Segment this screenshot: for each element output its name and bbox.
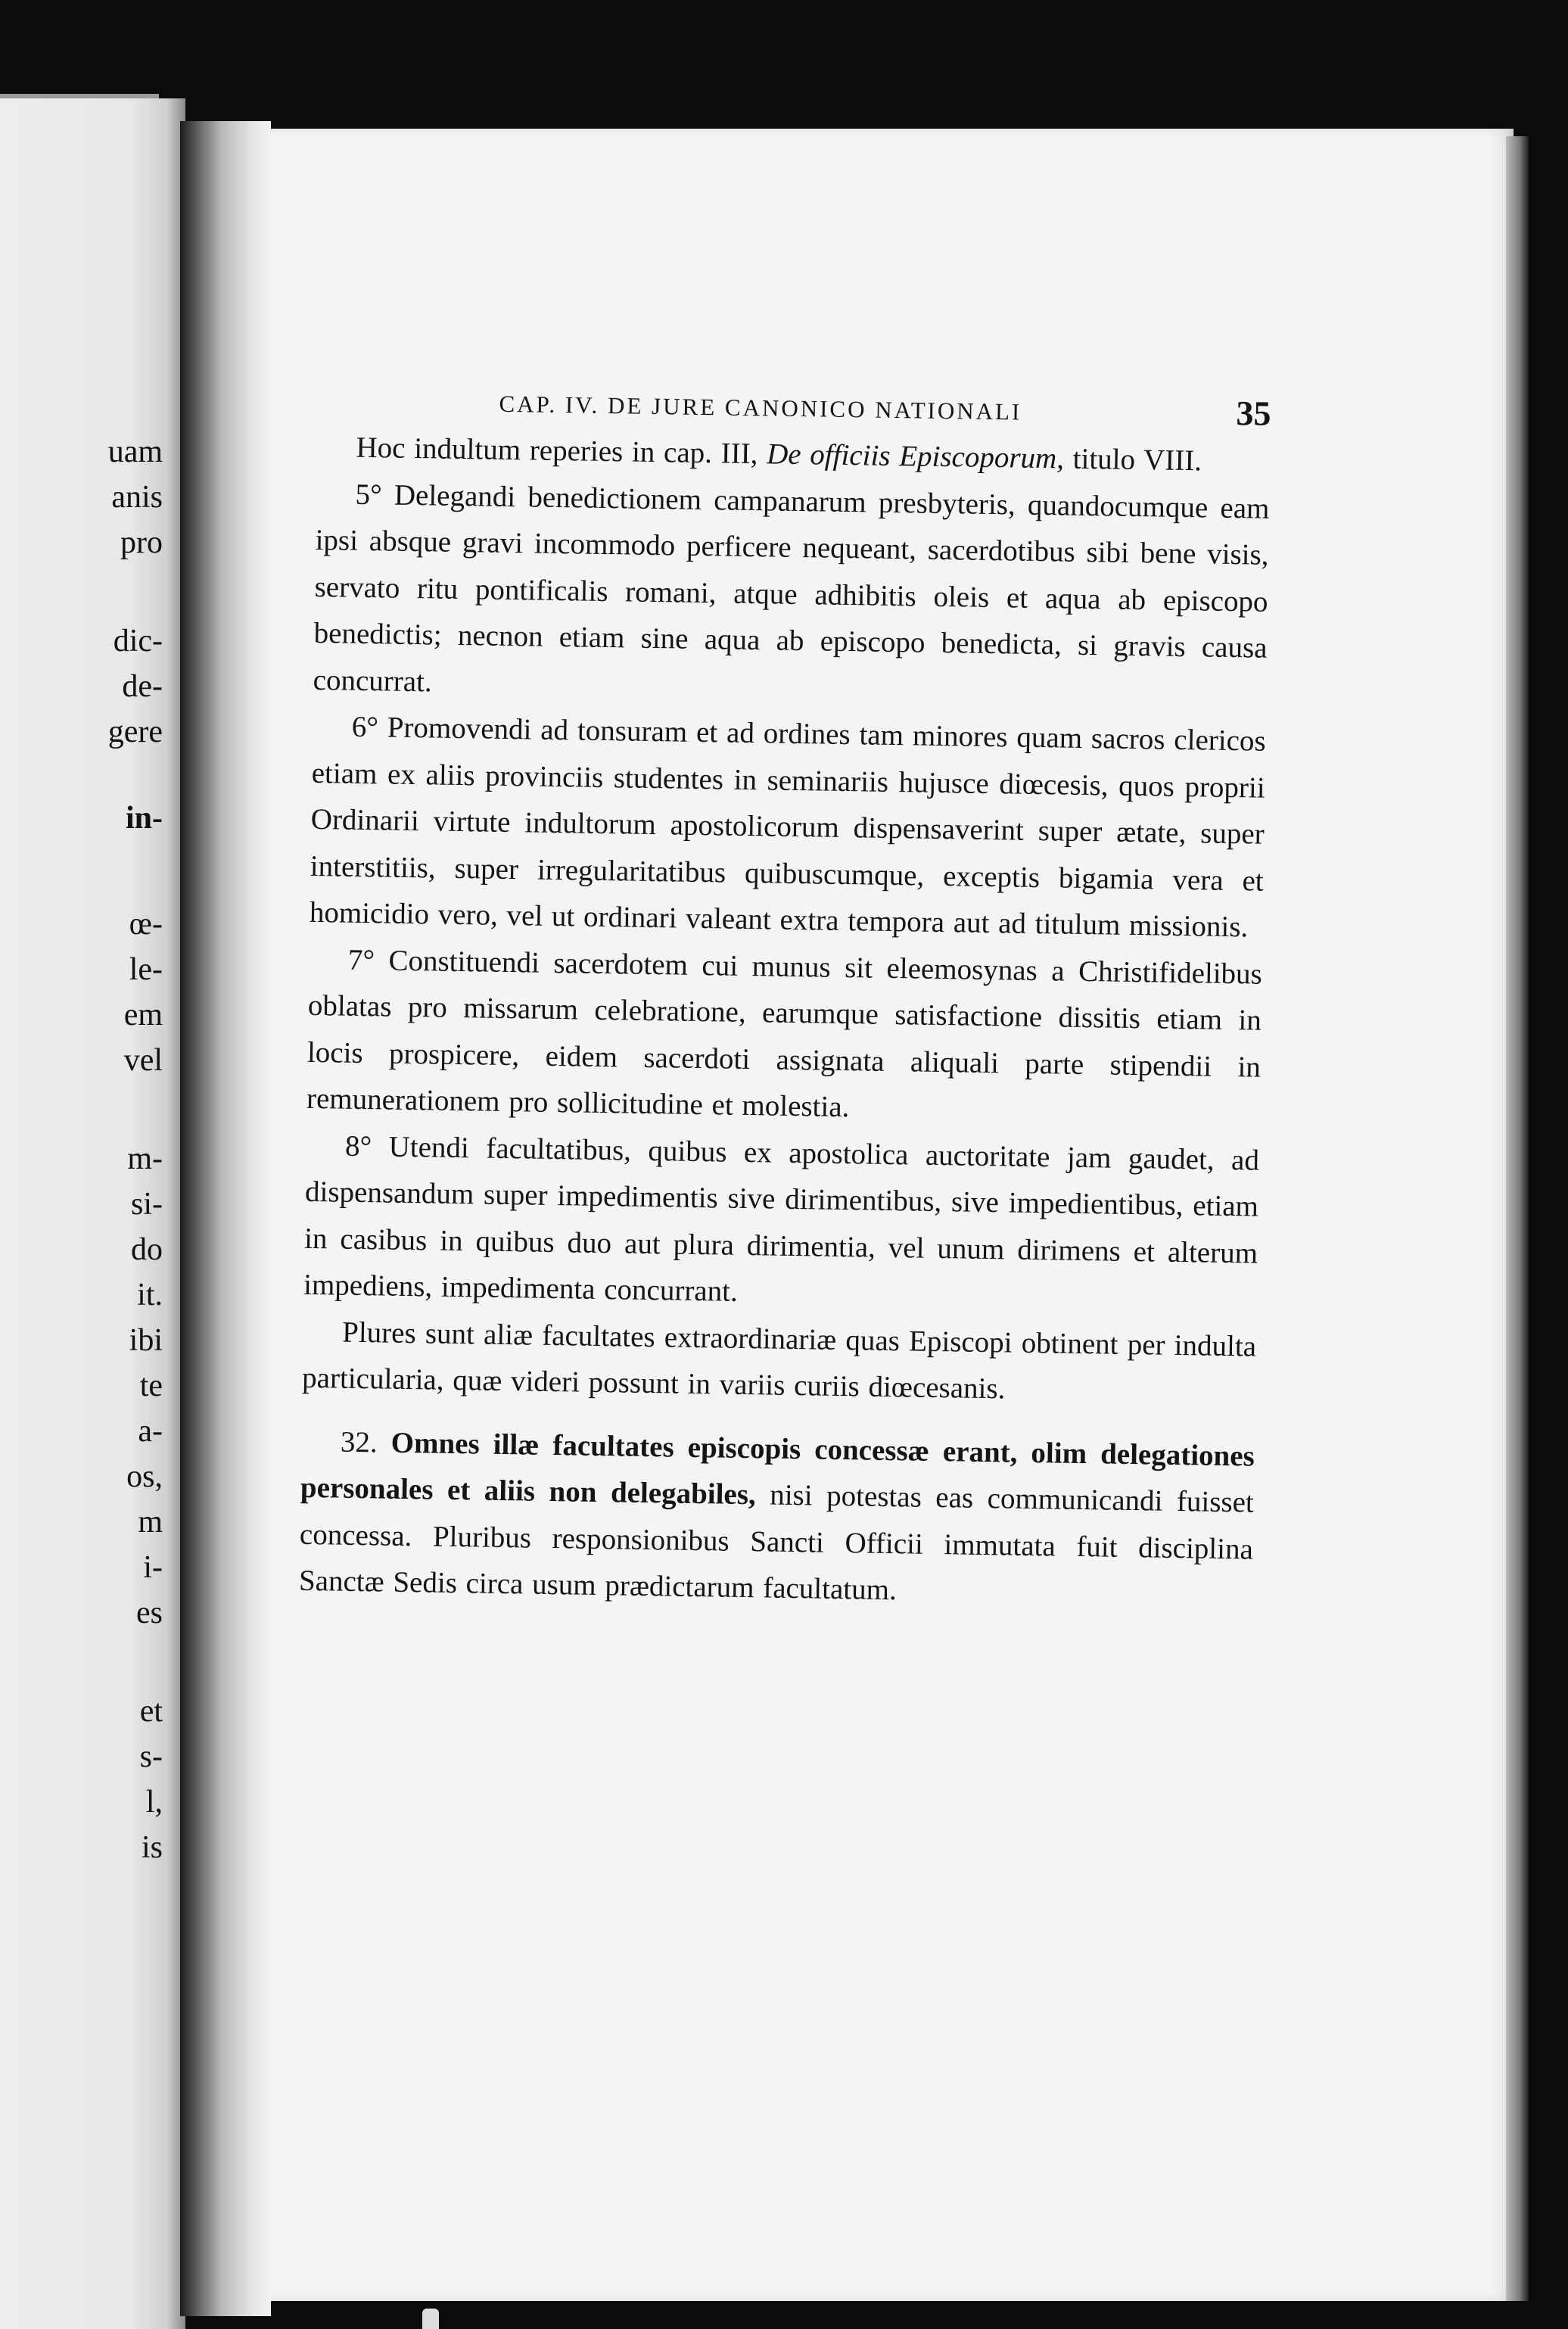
paragraph-text: nisi potestas eas communicandi fuisset concessa. Pluribus responsionibus Sancti Officii immutata fuit disciplina Sanctæ Sedis circa usum prædictarum facultatum. (298, 1478, 1255, 1607)
left-page-fragment: it. (137, 1278, 163, 1312)
paragraph-text: titulo VIII. (1063, 442, 1202, 478)
left-page-fragment: em (123, 998, 163, 1032)
left-page-fragment: in- (125, 801, 163, 836)
left-page-fragment: anis (111, 480, 163, 515)
left-page-fragment: le- (129, 952, 163, 987)
left-page-fragment: uam (107, 434, 163, 469)
section-number: 32. (340, 1425, 392, 1459)
paragraph-item-6: 6° Promovendi ad tonsuram et ad ordines tam minores quam sacros clericos etiam ex aliis provinciis studentes in seminariis hujusce diœcesis, quos proprii Ordinarii virtute indultorum apostolicorum dispensaverint super ætate, super interstitiis, super irregularitatibus quibuscumque, exceptis bigamia vera et homicidio vero, vel ut ordinari valeant extra tempora aut ad titulum missionis. (309, 710, 1266, 944)
left-page-fragment: m (138, 1505, 163, 1540)
left-page-fragment: l, (145, 1785, 163, 1820)
paragraph-item-8: 8° Utendi facultatibus, quibus ex apostolica auctoritate jam gaudet, ad dispensandum super impedimentis sive dirimentibus, sive impedientibus, etiam in casibus in quibus duo aut plura dirimentia, vel unum dirimens et alterum impediens, impedimenta concurrant. (303, 1129, 1260, 1308)
left-page-fragment: s- (139, 1739, 163, 1774)
book-gutter (180, 121, 271, 2316)
paragraph-section-32 (299, 1418, 1255, 1619)
left-page-fragment: et (139, 1694, 163, 1729)
paragraph-other-faculties: Plures sunt aliæ facultates extraordinariæ quas Episcopi obtinent per indulta particularia, quæ videri possunt in variis curiis diœcesanis. (301, 1316, 1257, 1406)
left-page-fragment: dic- (113, 624, 163, 659)
left-page-fragment: te (139, 1368, 163, 1403)
paragraph-item-5: 5° Delegandi benedictionem campanarum presbyteris, quandocumque eam ipsi absque gravi incommodo perficere nequeant, sacerdotibus sibi bene visis, servato ritu pontificalis romani, atque adhibitis oleis et aqua ab episcopo benedictis; necnon etiam sine aqua ab episcopo benedicta, si gravis causa concurrat. (313, 478, 1270, 698)
left-page-fragment: i- (143, 1550, 163, 1585)
left-page-fragment: vel (123, 1043, 163, 1078)
left-page-fragment: os, (126, 1459, 163, 1494)
running-head-title: CAP. IV. DE JURE CANONICO NATIONALI (499, 390, 1022, 425)
left-page-fragment: ibi (129, 1323, 163, 1358)
section-bold-lead: Omnes illæ facultates episcopis concessæ erant, olim delegationes personales et aliis non delegabiles, (300, 1426, 1255, 1512)
left-page (0, 98, 185, 2329)
left-page-fragment: do (131, 1232, 163, 1267)
left-page-fragment: pro (120, 525, 163, 560)
left-page-fragment: es (136, 1596, 163, 1630)
page-text-block (299, 378, 1271, 1619)
left-page-fragment: m- (127, 1141, 163, 1176)
page-number: 35 (1236, 394, 1271, 433)
italic-title: De officiis Episcoporum, (766, 437, 1065, 475)
left-page-fragment: is (141, 1830, 163, 1865)
left-page-fragment: de- (122, 669, 163, 704)
scan-artifact (422, 2309, 439, 2329)
paragraph-text: Hoc indultum reperies in cap. III, (356, 431, 767, 471)
right-page-edge (1506, 136, 1529, 2301)
paragraph-item-7: 7° Constituendi sacerdotem cui munus sit eleemosynas a Christifidelibus oblatas pro missarum celebratione, earumque satisfactione dissitis etiam in locis prospicere, eidem sacerdoti assignata aliquali parte stipendii in remunerationem pro sollicitudine et molestia. (306, 943, 1263, 1124)
left-page-fragment: gere (107, 715, 163, 749)
left-page-fragment: a- (138, 1414, 163, 1449)
left-page-fragment: si- (131, 1187, 163, 1222)
left-page-fragment: œ- (129, 907, 163, 942)
